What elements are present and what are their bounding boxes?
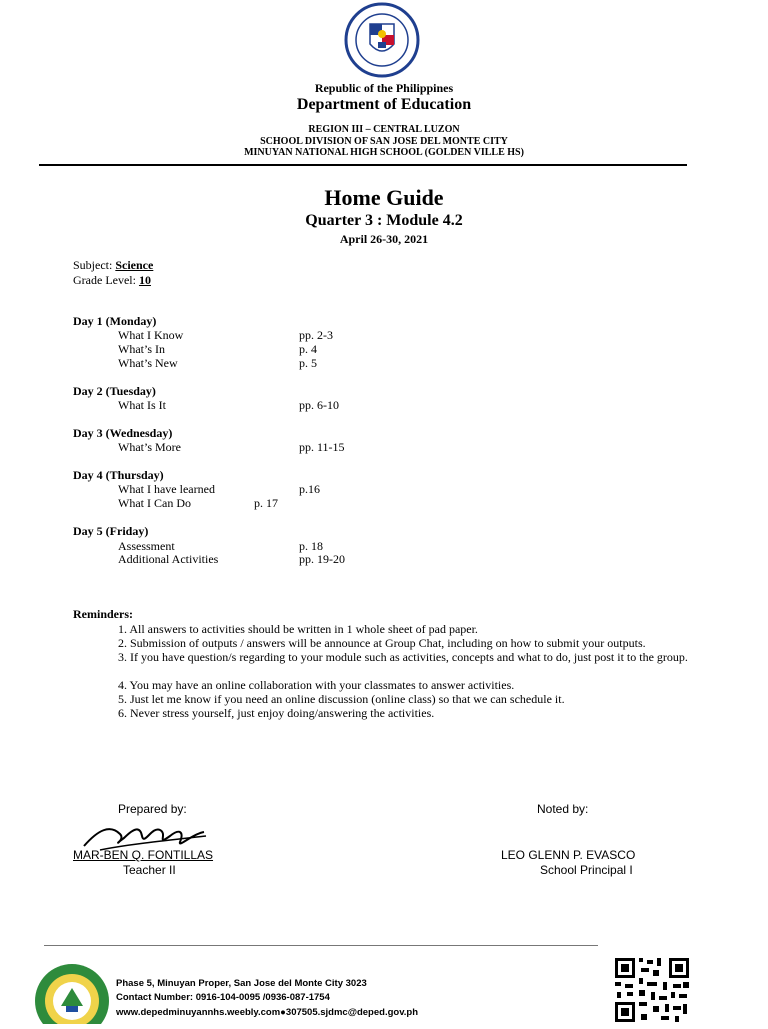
grade-line <box>73 273 151 287</box>
activity-label: What I Know <box>118 328 184 342</box>
reminder-item: 1. All answers to activities should be written in 1 whole sheet of pad paper. <box>118 622 478 636</box>
activity-pages: p. 4 <box>299 342 317 356</box>
reminder-item: 6. Never stress yourself, just enjoy doing/answering the activities. <box>118 706 435 720</box>
qr-code <box>613 956 691 1024</box>
republic-text: Republic of the Philippines <box>314 81 454 95</box>
deped-seal-logo <box>341 2 423 78</box>
activity-pages: p. 17 <box>254 496 278 510</box>
activity-label: What’s More <box>118 440 181 454</box>
day-heading: Day 2 (Tuesday) <box>73 384 156 398</box>
subject-value: Science <box>115 258 154 272</box>
page-title: Home Guide <box>324 185 444 210</box>
activity-label: What’s New <box>118 356 178 370</box>
school-logo <box>33 962 111 1024</box>
activity-label: What I Can Do <box>118 496 191 510</box>
activity-label: What Is It <box>118 398 166 412</box>
reminders-heading: Reminders: <box>73 607 133 621</box>
activity-pages: pp. 19-20 <box>299 552 345 566</box>
footer-address: Phase 5, Minuyan Proper, San Jose del Monte City 3023 <box>116 978 367 989</box>
reminder-item: 3. If you have question/s regarding to your module such as activities, concepts and what to do, just post it to the group. <box>118 650 688 664</box>
subject-line <box>73 258 153 272</box>
prepared-by-name: MAR-BEN Q. FONTILLAS <box>73 848 214 862</box>
day-heading: Day 3 (Wednesday) <box>73 426 173 440</box>
day-heading: Day 1 (Monday) <box>73 314 157 328</box>
header-divider <box>39 164 687 166</box>
activity-pages: pp. 2-3 <box>299 328 333 342</box>
prepared-by-label: Prepared by: <box>118 802 187 816</box>
day-heading: Day 5 (Friday) <box>73 524 149 538</box>
subject-label: Subject: <box>73 258 113 272</box>
reminder-item: 2. Submission of outputs / answers will be announce at Group Chat, including on how to submit your outputs. <box>118 636 646 650</box>
activity-pages: p.16 <box>299 482 320 496</box>
footer-web-email: www.depedminuyannhs.weebly.com●307505.sjdmc@deped.gov.ph <box>116 1007 419 1018</box>
department-text: Department of Education <box>296 96 472 113</box>
activity-label: What I have learned <box>118 482 215 496</box>
day-heading: Day 4 (Thursday) <box>73 468 164 482</box>
activity-pages: p. 5 <box>299 356 317 370</box>
noted-by-label: Noted by: <box>537 802 589 816</box>
activity-pages: pp. 11-15 <box>299 440 345 454</box>
activity-pages: p. 18 <box>299 539 323 553</box>
region-text: REGION III – CENTRAL LUZON <box>308 124 460 135</box>
noted-by-name: LEO GLENN P. EVASCO <box>501 848 636 862</box>
module-subtitle: Quarter 3 : Module 4.2 <box>305 212 463 229</box>
division-text: SCHOOL DIVISION OF SAN JOSE DEL MONTE CITY <box>260 136 508 147</box>
activity-label: Additional Activities <box>118 552 219 566</box>
footer-divider <box>44 945 598 946</box>
prepared-by-title: Teacher II <box>123 863 176 877</box>
footer-contact: Contact Number: 0916-104-0095 /0936-087-1754 <box>116 992 330 1003</box>
grade-value: 10 <box>138 273 151 287</box>
activity-label: Assessment <box>118 539 175 553</box>
activity-pages: pp. 6-10 <box>299 398 339 412</box>
school-text: MINUYAN NATIONAL HIGH SCHOOL (GOLDEN VILLE HS) <box>244 147 524 158</box>
grade-label: Grade Level: <box>73 273 136 287</box>
activity-label: What’s In <box>118 342 165 356</box>
noted-by-title: School Principal I <box>540 863 633 877</box>
reminder-item: 5. Just let me know if you need an online discussion (online class) so that we can schedule it. <box>118 692 565 706</box>
date-range: April 26-30, 2021 <box>339 232 429 246</box>
reminder-item: 4. You may have an online collaboration with your classmates to answer activities. <box>118 678 515 692</box>
